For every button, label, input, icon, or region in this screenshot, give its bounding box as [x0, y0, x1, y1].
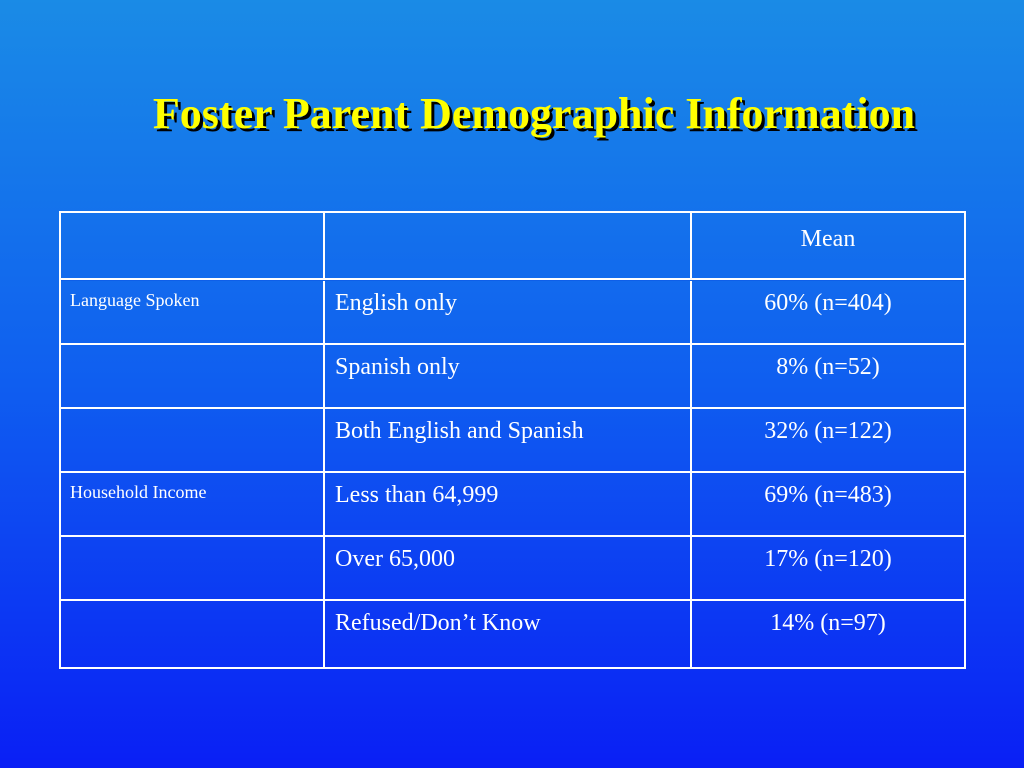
row-item: Refused/Don’t Know [325, 601, 692, 667]
row-mean: 69% (n=483) [764, 482, 892, 508]
table-header-row [61, 213, 964, 281]
slide-title: Foster Parent Demographic Information [152, 89, 916, 138]
row-item: Spanish only [325, 345, 692, 407]
row-mean: 14% (n=97) [770, 610, 886, 636]
row-mean: 8% (n=52) [776, 354, 880, 380]
table-row [61, 601, 964, 667]
table-row [61, 281, 964, 345]
table-row [61, 537, 964, 601]
row-mean: 17% (n=120) [764, 546, 892, 572]
row-category [61, 345, 325, 407]
table-row [61, 409, 964, 473]
row-category [61, 537, 325, 599]
row-category: Language Spoken [61, 281, 325, 343]
table-row [61, 345, 964, 409]
row-item: Less than 64,999 [325, 473, 692, 535]
demographics-table [59, 211, 966, 669]
table-row [61, 473, 964, 537]
row-category: Household Income [61, 473, 325, 535]
row-mean: 60% (n=404) [764, 290, 892, 316]
row-mean: 32% (n=122) [764, 418, 892, 444]
header-cell-mean: Mean [800, 226, 856, 252]
row-item: English only [325, 281, 692, 343]
row-category [61, 409, 325, 471]
header-cell-category [61, 213, 325, 278]
row-item: Both English and Spanish [325, 409, 692, 471]
header-cell-item [325, 213, 692, 278]
row-item: Over 65,000 [325, 537, 692, 599]
row-category [61, 601, 325, 667]
